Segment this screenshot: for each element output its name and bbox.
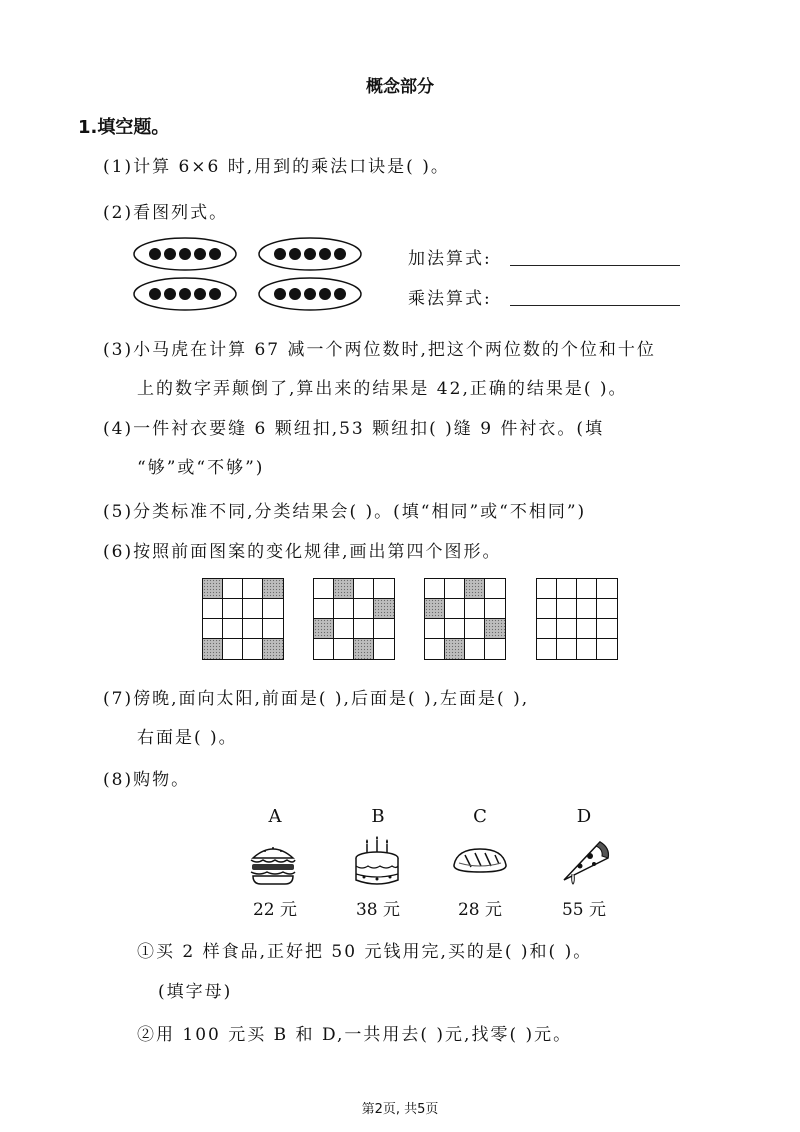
question-2: (2)看图列式。 [103,203,229,223]
question-8: (8)购物。 [103,770,191,790]
price-b: 38 元 [355,900,401,920]
section-title: 填空题。 [97,117,170,138]
food-label-c: C [473,806,487,827]
question-8-1-line-1: ①买 2 样食品,正好把 50 元钱用完,买的是( )和( )。 [137,942,593,962]
question-4-line-2: “够”或“不够”) [137,458,265,478]
food-label-a: A [268,806,282,827]
question-6: (6)按照前面图案的变化规律,画出第四个图形。 [103,542,502,562]
question-1: (1)计算 6×6 时,用到的乘法口诀是( )。 [103,157,450,177]
question-7-line-2: 右面是( )。 [137,728,238,748]
dot-oval [134,238,236,270]
dot-oval [134,278,236,310]
question-3-line-1: (3)小马虎在计算 67 减一个两位数时,把这个两位数的个位和十位 [103,340,656,360]
question-4-line-1: (4)一件衬衣要缝 6 颗纽扣,53 颗纽扣( )缝 9 件衬衣。(填 [103,419,605,439]
price-a: 22 元 [252,900,298,920]
page-title: 概念部分 [366,77,434,97]
cake-icon [352,836,402,888]
page-footer: 第2页, 共5页 [361,1102,439,1117]
food-label-d: D [576,806,592,827]
hamburger-icon [247,838,299,886]
multiplication-formula-label: 乘法算式: [408,289,492,309]
section-number: 1. [78,117,98,138]
food-label-b: B [371,806,385,827]
addition-formula-label: 加法算式: [408,249,492,269]
question-8-1-line-2: (填字母) [158,982,233,1002]
question-3-line-2: 上的数字弄颠倒了,算出来的结果是 42,正确的结果是( )。 [137,379,628,399]
question-8-2: ②用 100 元买 B 和 D,一共用去( )元,找零( )元。 [137,1025,573,1045]
multiplication-answer-line[interactable] [510,305,680,306]
pattern-grid-answer[interactable] [536,578,618,660]
price-d: 55 元 [561,900,607,920]
dot-oval [259,278,361,310]
price-c: 28 元 [457,900,503,920]
dot-groups-figure [130,234,370,314]
pattern-grid-1 [202,578,284,660]
pattern-grid-2 [313,578,395,660]
pizza-icon [556,836,612,888]
question-7-line-1: (7)傍晚,面向太阳,前面是( ),后面是( ),左面是( ), [103,689,530,709]
bread-icon [451,845,509,875]
pattern-grid-3 [424,578,506,660]
section-heading [78,113,169,139]
question-5: (5)分类标准不同,分类结果会( )。(填“相同”或“不相同”) [103,502,587,522]
dot-oval [259,238,361,270]
addition-answer-line[interactable] [510,265,680,266]
